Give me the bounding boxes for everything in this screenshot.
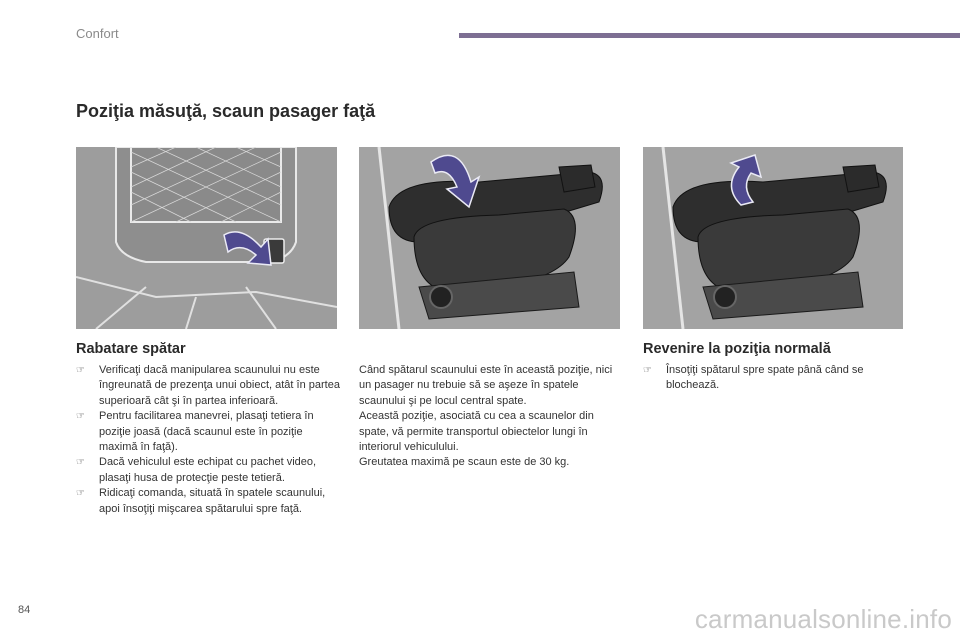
photo-seat-folded xyxy=(359,147,620,329)
list-fold-steps xyxy=(76,363,341,517)
pointing-hand-icon: ☞ xyxy=(643,365,652,376)
list-item: ☞ Însoţiţi spătarul spre spate până când se blochează. xyxy=(643,364,864,392)
list-item: ☞ Dacă vehiculul este echipat cu pachet video, plasaţi husa de protecţie peste tetieră. xyxy=(76,456,317,484)
list-return-steps xyxy=(643,363,893,394)
photo-seatback-release xyxy=(76,147,337,329)
heading-return-normal: Revenire la poziţia normală xyxy=(643,341,831,357)
info-paragraph: Când spătarul scaunului este în această poziţie, nici un pasager nu trebuie să se aşeze în spatele scaunului şi pe locul central spate. Această poziţie, asociată cu cea a scaunelor din spate, vă permite transportul obiectelor lungi în interiorul vehiculului. Greutatea maximă pe scaun este de 30 kg. xyxy=(359,364,613,469)
list-item: ☞ Verificaţi dacă manipularea scaunului nu este îngreunată de prezenţa unui obiect, atât în partea superioară cât şi în partea inferioară. xyxy=(76,364,340,407)
header-accent-bar xyxy=(459,33,960,38)
section-label: Confort xyxy=(76,26,119,41)
photo-seat-normal xyxy=(643,147,903,329)
watermark: carmanualsonline.info xyxy=(694,604,952,634)
pointing-hand-icon: ☞ xyxy=(76,411,85,423)
page-number: 84 xyxy=(18,604,31,616)
list-item: ☞ Ridicaţi comanda, situată în spatele scaunului, apoi însoţiţi mişcarea spătarului spre faţă. xyxy=(76,487,326,515)
pointing-hand-icon: ☞ xyxy=(76,365,85,376)
list-item: ☞ Pentru facilitarea manevrei, plasaţi tetiera în poziţie joasă (dacă scaunul este în poziţie maximă în faţă). xyxy=(76,410,314,454)
pointing-hand-icon: ☞ xyxy=(76,488,85,500)
heading-fold-backrest: Rabatare spătar xyxy=(76,341,186,357)
page-title: Poziţia măsuţă, scaun pasager faţă xyxy=(76,101,376,121)
pointing-hand-icon: ☞ xyxy=(76,457,85,469)
